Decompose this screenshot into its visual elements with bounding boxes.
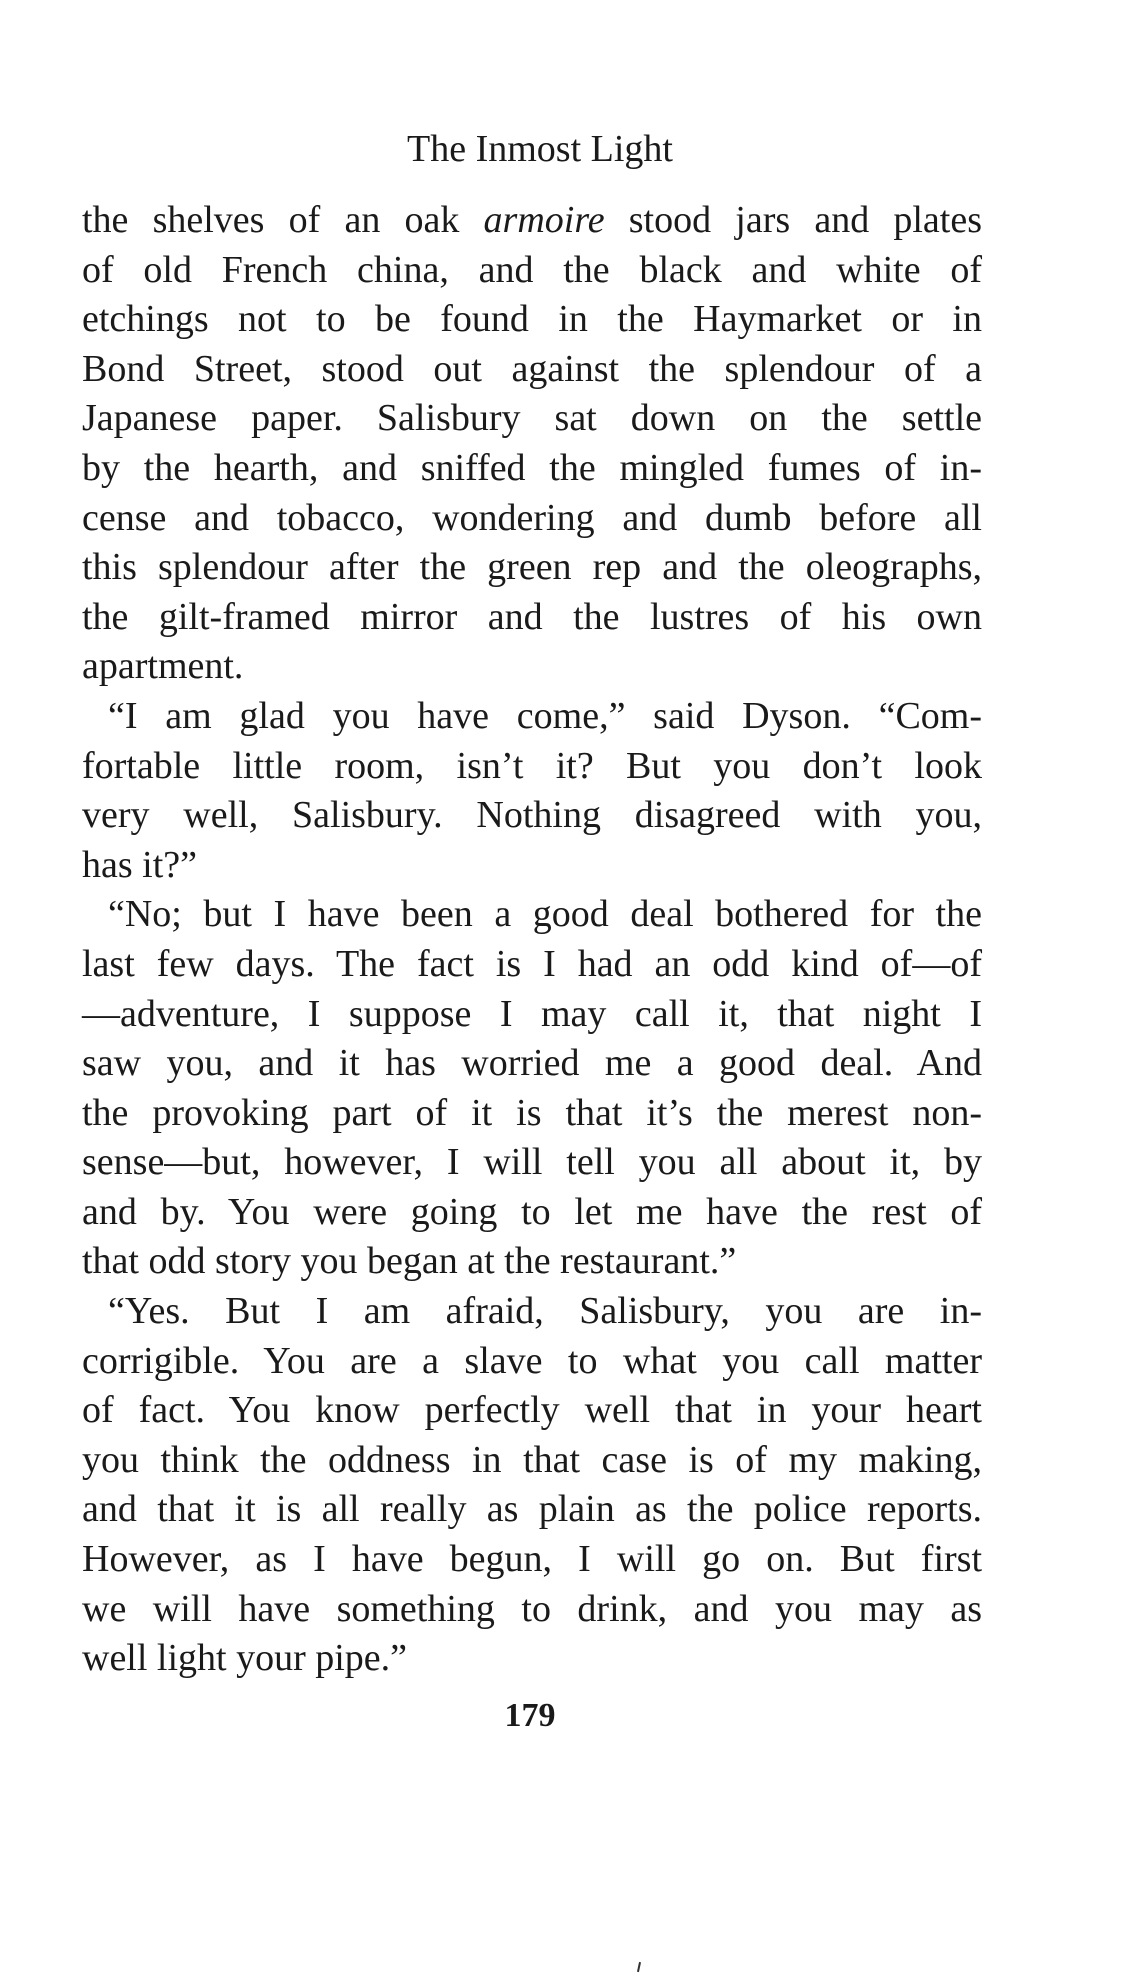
running-title: The Inmost Light bbox=[407, 128, 673, 170]
text-line-23: “Yes. But I am afraid, Salisbury, you are in- bbox=[108, 1290, 982, 1333]
text-line-4: Bond Street, stood out against the splendour of a bbox=[82, 347, 982, 390]
page-number: 179 bbox=[504, 1697, 556, 1734]
text-line-11: “I am glad you have come,” said Dyson. “Com- bbox=[108, 694, 982, 737]
print-speck bbox=[637, 1962, 641, 1972]
text-line-21: and by. You were going to let me have the rest of bbox=[82, 1190, 982, 1233]
text-line-7: cense and tobacco, wondering and dumb before all bbox=[82, 496, 982, 539]
text-line-19: the provoking part of it is that it’s the merest non- bbox=[82, 1091, 982, 1134]
italic-word: armoire bbox=[483, 199, 605, 241]
text-line-13: very well, Salisbury. Nothing disagreed with you, bbox=[82, 794, 982, 837]
text-line-3: etchings not to be found in the Haymarket or in bbox=[82, 298, 982, 341]
text-line-8: this splendour after the green rep and the oleographs, bbox=[82, 546, 982, 589]
text-line-27: and that it is all really as plain as the police reports. bbox=[82, 1488, 982, 1531]
text-line-5: Japanese paper. Salisbury sat down on the settle bbox=[82, 397, 982, 440]
text-line-30: well light your pipe.” bbox=[82, 1637, 408, 1680]
text-line-14: has it?” bbox=[82, 843, 198, 886]
text-line-15: “No; but I have been a good deal bothered for the bbox=[108, 893, 982, 936]
text-line-12: fortable little room, isn’t it? But you don’t look bbox=[82, 744, 982, 787]
text-line-25: of fact. You know perfectly well that in your heart bbox=[82, 1389, 982, 1432]
text-line-10: apartment. bbox=[82, 645, 244, 688]
body-text bbox=[82, 196, 982, 1684]
text-line-22: that odd story you began at the restaurant.” bbox=[82, 1240, 737, 1283]
text-line-6: by the hearth, and sniffed the mingled fumes of in- bbox=[82, 446, 982, 489]
text-line-9: the gilt-framed mirror and the lustres of his own bbox=[82, 595, 982, 638]
text-line-24: corrigible. You are a slave to what you call matter bbox=[82, 1339, 982, 1382]
text-line-28: However, as I have begun, I will go on. But first bbox=[82, 1538, 982, 1581]
text-line-1: the shelves of an oak armoire stood jars and plates bbox=[82, 199, 982, 241]
text-line-16: last few days. The fact is I had an odd kind of—of bbox=[82, 942, 982, 985]
text-line-17: —adventure, I suppose I may call it, that night I bbox=[82, 992, 982, 1035]
text-line-26: you think the oddness in that case is of my making, bbox=[82, 1438, 982, 1481]
text-line-20: sense—but, however, I will tell you all about it, by bbox=[82, 1141, 982, 1184]
text-line-18: saw you, and it has worried me a good deal. And bbox=[82, 1042, 982, 1085]
text-line-29: we will have something to drink, and you may as bbox=[82, 1587, 982, 1630]
text-line-2: of old French china, and the black and white of bbox=[82, 248, 982, 291]
